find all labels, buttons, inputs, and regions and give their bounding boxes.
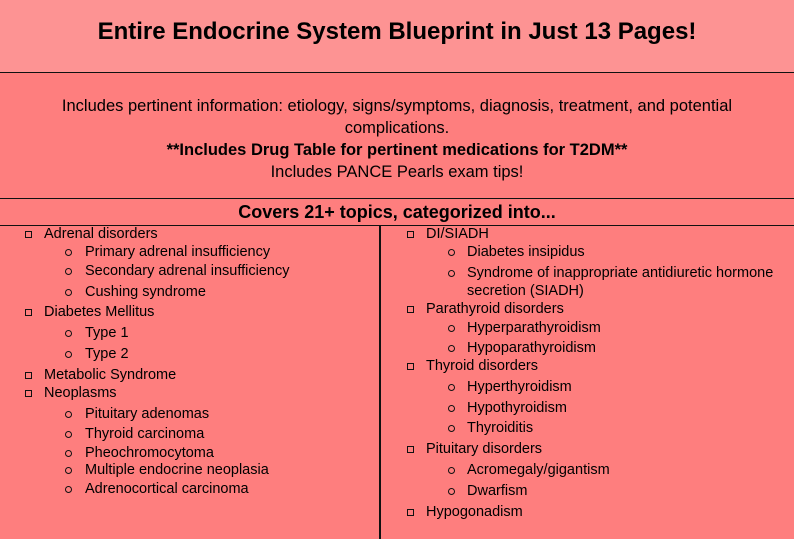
bullet-icon: [448, 467, 455, 474]
list-item: Hypothyroidism: [467, 400, 567, 416]
list-item: Multiple endocrine neoplasia: [85, 462, 269, 478]
list-item: Dwarfism: [467, 483, 528, 499]
category-pituitary: Pituitary disorders: [426, 441, 543, 457]
bullet-icon: [448, 325, 455, 332]
list-item: Acromegaly/gigantism: [467, 462, 610, 478]
checkbox-icon: [407, 363, 414, 370]
checkbox-icon: [407, 231, 414, 238]
list-item: Type 2: [85, 346, 129, 362]
category-neoplasms: Neoplasms: [44, 385, 117, 401]
bullet-icon: [448, 249, 455, 256]
info-line-1: Includes pertinent information: etiology, signs/symptoms, diagnosis, treatment, and potential complications.: [61, 97, 733, 137]
checkbox-icon: [407, 509, 414, 516]
bullet-icon: [448, 384, 455, 391]
list-item: Hypoparathyroidism: [467, 340, 596, 356]
category-parathyroid: Parathyroid disorders: [426, 301, 564, 317]
checkbox-icon: [407, 446, 414, 453]
list-item: Pheochromocytoma: [85, 445, 214, 461]
list-item: Syndrome of inappropriate antidiuretic hormone secretion (SIADH): [467, 265, 774, 299]
list-item: Secondary adrenal insufficiency: [85, 263, 290, 279]
category-adrenal: Adrenal disorders: [44, 226, 158, 242]
bullet-icon: [448, 488, 455, 495]
list-item: Hyperthyroidism: [467, 379, 572, 395]
list-item: Pituitary adenomas: [85, 406, 210, 422]
list-item: Thyroid carcinoma: [85, 426, 205, 442]
covers-heading: Covers 21+ topics, categorized into...: [0, 198, 794, 226]
list-item: Hyperparathyroidism: [467, 320, 601, 336]
category-metabolic: Metabolic Syndrome: [44, 367, 177, 383]
list-item: Diabetes insipidus: [467, 244, 585, 260]
info-line-3: Includes PANCE Pearls exam tips!: [270, 163, 524, 181]
category-diabetes: Diabetes Mellitus: [44, 304, 155, 320]
bullet-icon: [448, 270, 455, 277]
list-item: Primary adrenal insufficiency: [85, 244, 271, 260]
list-item: Cushing syndrome: [85, 284, 206, 300]
list-item: Adrenocortical carcinoma: [85, 481, 249, 497]
bullet-icon: [448, 425, 455, 432]
page-title: Entire Endocrine System Blueprint in Just 13 Pages!: [97, 18, 697, 45]
category-thyroid: Thyroid disorders: [426, 358, 539, 374]
checkbox-icon: [407, 306, 414, 313]
category-hypogonadism: Hypogonadism: [426, 504, 523, 520]
bullet-icon: [448, 345, 455, 352]
list-item: Type 1: [85, 325, 129, 341]
info-line-2: **Includes Drug Table for pertinent medications for T2DM**: [166, 141, 628, 159]
bullet-icon: [448, 405, 455, 412]
list-item: Thyroiditis: [467, 420, 534, 436]
category-di-siadh: DI/SIADH: [426, 226, 489, 242]
